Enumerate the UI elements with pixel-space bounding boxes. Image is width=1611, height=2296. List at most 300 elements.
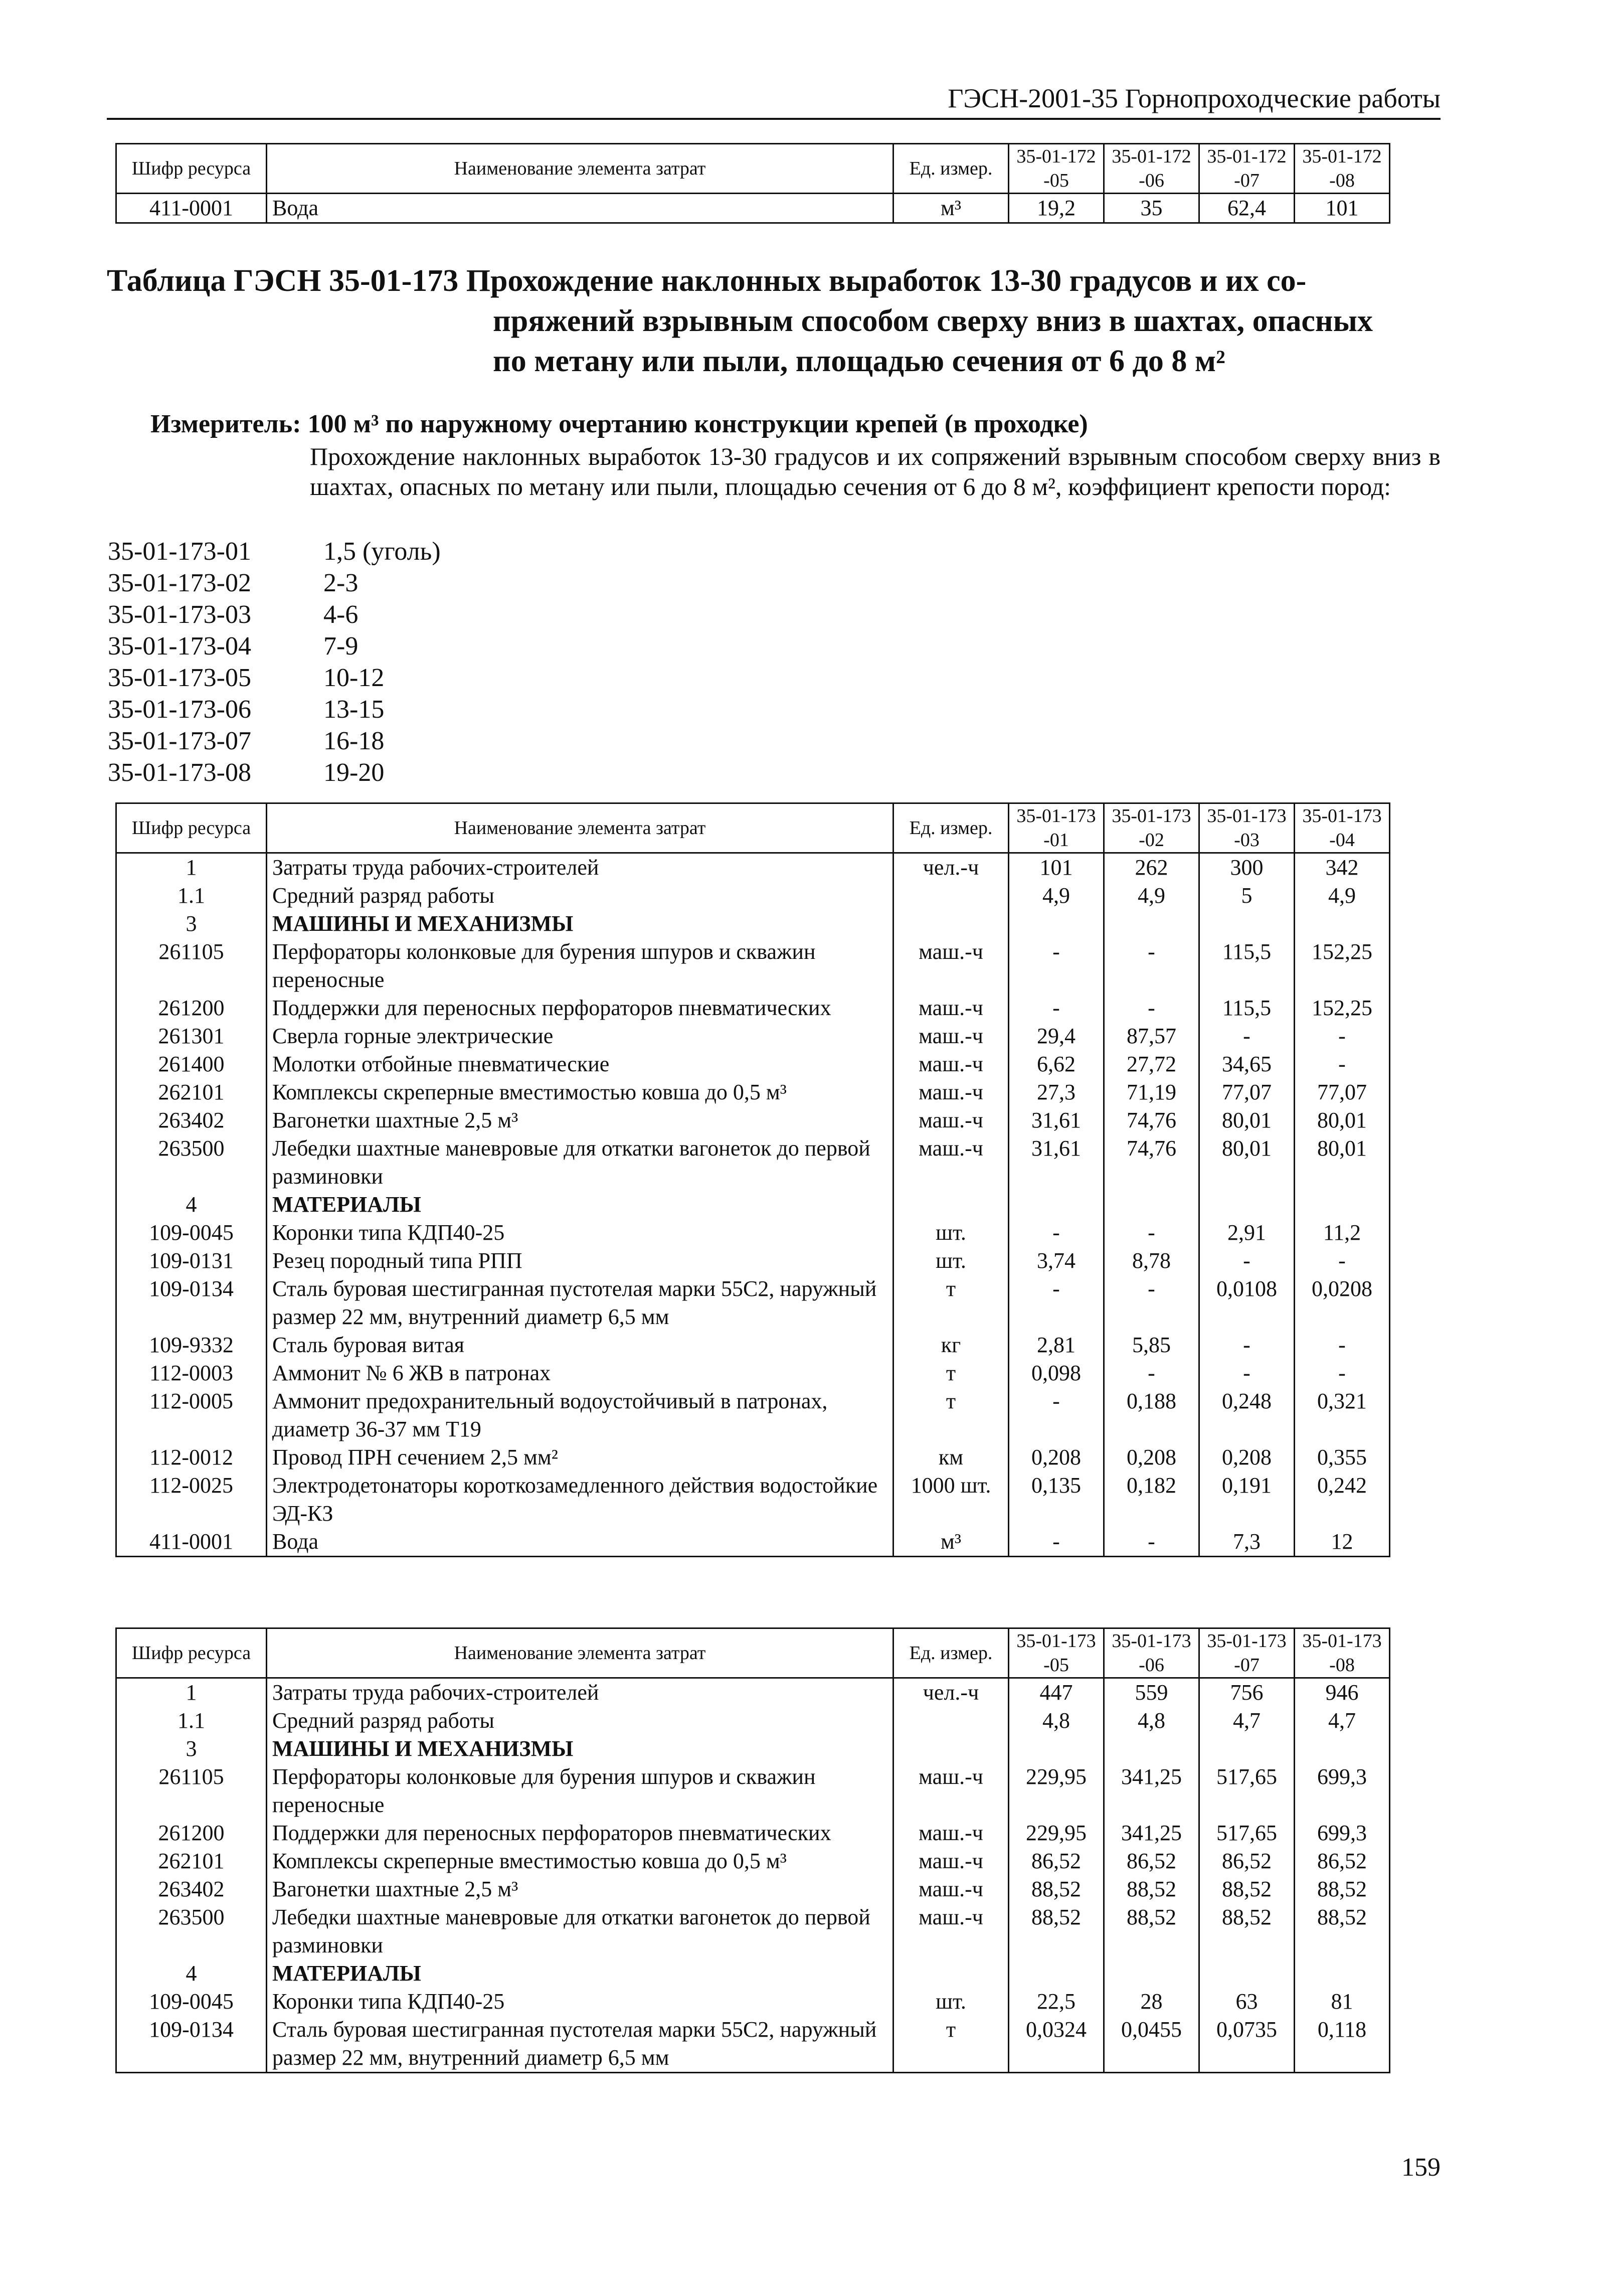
resource-code: 262101 (116, 1078, 267, 1106)
norm-value: 946 (1295, 1678, 1390, 1707)
norm-value: 29,4 (1009, 1022, 1104, 1050)
unit-of-measure: м³ (893, 194, 1009, 223)
norm-value: - (1104, 1275, 1199, 1331)
resource-code: 411-0001 (116, 1528, 267, 1557)
unit-of-measure: шт. (893, 1219, 1009, 1247)
cost-element-name: Лебедки шахтные маневровые для откатки вагонеток до первой разминовки (267, 1134, 893, 1191)
header-norm-code: 35-01-172-07 (1199, 144, 1295, 194)
resource-code: 4 (116, 1959, 267, 1988)
norm-value: 101 (1009, 853, 1104, 882)
resource-code: 1 (116, 853, 267, 882)
norm-value: 88,52 (1199, 1903, 1295, 1959)
norm-value: 517,65 (1199, 1819, 1295, 1847)
cost-element-name: Сталь буровая шестигранная пустотелая марки 55С2, наружный размер 22 мм, внутренний диаметр 6,5 мм (267, 2016, 893, 2073)
norm-value (1009, 1959, 1104, 1988)
norm-value (1199, 1191, 1295, 1219)
norm-value: 0,208 (1199, 1443, 1295, 1471)
variant-row (108, 757, 441, 788)
header-norm-code: 35-01-173-01 (1009, 803, 1104, 853)
cost-element-name: Вода (267, 194, 893, 223)
header-code: Шифр ресурса (116, 144, 267, 194)
resource-code: 1.1 (116, 1707, 267, 1735)
norm-value: - (1295, 1359, 1390, 1387)
norm-value: 756 (1199, 1678, 1295, 1707)
table-row (116, 1275, 1390, 1331)
norm-value: 4,7 (1199, 1707, 1295, 1735)
table-row (116, 1988, 1390, 2016)
norm-value: 0,118 (1295, 2016, 1390, 2073)
header-norm-code: 35-01-172-05 (1009, 144, 1104, 194)
norm-value: 5 (1199, 882, 1295, 910)
table-row (116, 938, 1390, 994)
measure-label: Измеритель: (150, 410, 301, 438)
unit-of-measure: т (893, 1387, 1009, 1443)
resource-code: 3 (116, 1735, 267, 1763)
unit-of-measure: маш.-ч (893, 1903, 1009, 1959)
measure-text: 100 м³ по наружному очертанию конструкции крепей (в проходке) (307, 410, 1088, 438)
table-row (116, 194, 1390, 223)
norm-value: 3,74 (1009, 1247, 1104, 1275)
norm-value: 88,52 (1009, 1903, 1104, 1959)
norm-value: 88,52 (1104, 1875, 1199, 1903)
variant-value: 13-15 (323, 695, 385, 724)
table-row (116, 1247, 1390, 1275)
norm-value: 27,72 (1104, 1050, 1199, 1078)
cost-element-name: МАШИНЫ И МЕХАНИЗМЫ (267, 910, 893, 938)
variant-row (108, 630, 441, 662)
table-row (116, 1528, 1390, 1557)
running-header: ГЭСН-2001-35 Горнопроходческие работы (107, 83, 1441, 120)
resource-code: 4 (116, 1191, 267, 1219)
resource-code: 263500 (116, 1903, 267, 1959)
norm-value: 2,81 (1009, 1331, 1104, 1359)
cost-element-name: Средний разряд работы (267, 1707, 893, 1735)
norm-value: 86,52 (1009, 1847, 1104, 1875)
unit-of-measure: маш.-ч (893, 1078, 1009, 1106)
norm-value: 80,01 (1295, 1106, 1390, 1134)
norm-value: 152,25 (1295, 994, 1390, 1022)
table-row (116, 1471, 1390, 1528)
norm-value (1295, 1191, 1390, 1219)
variant-code: 35-01-173-03 (108, 600, 251, 629)
table-row (116, 1959, 1390, 1988)
resource-code: 109-0045 (116, 1219, 267, 1247)
resource-code: 112-0025 (116, 1471, 267, 1528)
norm-value: 88,52 (1009, 1875, 1104, 1903)
table-header-row (116, 1628, 1390, 1678)
table-row (116, 1763, 1390, 1819)
norm-value: 229,95 (1009, 1819, 1104, 1847)
cost-element-name: Поддержки для переносных перфораторов пневматических (267, 1819, 893, 1847)
resource-code: 263500 (116, 1134, 267, 1191)
table-row (116, 1903, 1390, 1959)
norm-value: 0,191 (1199, 1471, 1295, 1528)
variant-row (108, 567, 441, 599)
norm-value: 80,01 (1199, 1106, 1295, 1134)
norm-value: 22,5 (1009, 1988, 1104, 2016)
table-row (116, 1443, 1390, 1471)
table-row (116, 1022, 1390, 1050)
norm-value: 262 (1104, 853, 1199, 882)
title-line-1: Таблица ГЭСН 35-01-173 Прохождение наклонных выработок 13-30 градусов и их со- (107, 264, 1307, 298)
unit-of-measure: т (893, 2016, 1009, 2073)
cost-element-name: Вагонетки шахтные 2,5 м³ (267, 1875, 893, 1903)
unit-of-measure: т (893, 1275, 1009, 1331)
norm-value (1199, 1959, 1295, 1988)
norm-value: - (1009, 1275, 1104, 1331)
resource-code: 263402 (116, 1106, 267, 1134)
cost-element-name: Коронки типа КДП40-25 (267, 1988, 893, 2016)
norm-value: 6,62 (1009, 1050, 1104, 1078)
norm-value: - (1104, 994, 1199, 1022)
unit-of-measure: км (893, 1443, 1009, 1471)
cost-element-name: Сверла горные электрические (267, 1022, 893, 1050)
norm-value: 88,52 (1104, 1903, 1199, 1959)
unit-of-measure: маш.-ч (893, 1134, 1009, 1191)
header-code: Шифр ресурса (116, 803, 267, 853)
norm-value: 86,52 (1295, 1847, 1390, 1875)
norm-value: 447 (1009, 1678, 1104, 1707)
header-norm-code: 35-01-173-05 (1009, 1628, 1104, 1678)
norm-value: 86,52 (1104, 1847, 1199, 1875)
resource-code: 261105 (116, 938, 267, 994)
norm-value: 152,25 (1295, 938, 1390, 994)
unit-of-measure: 1000 шт. (893, 1471, 1009, 1528)
header-unit: Ед. измер. (893, 144, 1009, 194)
norm-value: 5,85 (1104, 1331, 1199, 1359)
resource-code: 112-0005 (116, 1387, 267, 1443)
resource-code: 109-0134 (116, 1275, 267, 1331)
norm-value: - (1295, 1022, 1390, 1050)
norm-value: 4,9 (1104, 882, 1199, 910)
cost-element-name: МАШИНЫ И МЕХАНИЗМЫ (267, 1735, 893, 1763)
norm-value: 0,321 (1295, 1387, 1390, 1443)
norm-value (1104, 1959, 1199, 1988)
norm-value: 4,8 (1104, 1707, 1199, 1735)
norm-value: 229,95 (1009, 1763, 1104, 1819)
norm-value (1104, 1735, 1199, 1763)
norm-value: 300 (1199, 853, 1295, 882)
norm-value: 12 (1295, 1528, 1390, 1557)
norm-value: 0,355 (1295, 1443, 1390, 1471)
norm-value: 88,52 (1295, 1903, 1390, 1959)
header-name: Наименование элемента затрат (267, 1628, 893, 1678)
cost-element-name: Лебедки шахтные маневровые для откатки вагонеток до первой разминовки (267, 1903, 893, 1959)
variant-value: 7-9 (323, 632, 359, 661)
norm-value: 81 (1295, 1988, 1390, 2016)
resource-code: 261200 (116, 1819, 267, 1847)
unit-of-measure: маш.-ч (893, 1106, 1009, 1134)
norm-value: 0,0324 (1009, 2016, 1104, 2073)
table-row (116, 1050, 1390, 1078)
unit-of-measure: чел.-ч (893, 853, 1009, 882)
norm-value: 27,3 (1009, 1078, 1104, 1106)
norm-value: 88,52 (1295, 1875, 1390, 1903)
table-row (116, 1106, 1390, 1134)
norm-value: - (1009, 1387, 1104, 1443)
norm-value: - (1009, 938, 1104, 994)
norm-value: 77,07 (1199, 1078, 1295, 1106)
table-row (116, 2016, 1390, 2073)
cost-element-name: Затраты труда рабочих-строителей (267, 1678, 893, 1707)
cost-element-name: Комплексы скреперные вместимостью ковша до 0,5 м³ (267, 1847, 893, 1875)
variant-code: 35-01-173-07 (108, 727, 251, 755)
table-header-row (116, 803, 1390, 853)
norm-value: 0,208 (1009, 1443, 1104, 1471)
variant-value: 2-3 (323, 569, 359, 597)
variant-list (108, 536, 441, 788)
cost-element-name: Резец породный типа РПП (267, 1247, 893, 1275)
resource-code: 109-0134 (116, 2016, 267, 2073)
norm-value: - (1009, 1528, 1104, 1557)
norm-value: 80,01 (1199, 1134, 1295, 1191)
norm-value: 0,248 (1199, 1387, 1295, 1443)
norm-value: 35 (1104, 194, 1199, 223)
variant-code: 35-01-173-02 (108, 569, 251, 597)
work-description: Прохождение наклонных выработок 13-30 градусов и их сопряжений взрывным способом сверху вниз в шахтах, опасных по метану или пыли, площадью сечения от 6 до 8 м², коэффициент крепости пород: (310, 442, 1441, 501)
unit-of-measure (893, 1959, 1009, 1988)
header-norm-code: 35-01-172-08 (1295, 144, 1390, 194)
unit-of-measure (893, 1707, 1009, 1735)
table-row (116, 1875, 1390, 1903)
unit-of-measure: маш.-ч (893, 1819, 1009, 1847)
header-code: Шифр ресурса (116, 1628, 267, 1678)
norm-value (1295, 1735, 1390, 1763)
table-row (116, 1735, 1390, 1763)
resource-code: 261105 (116, 1763, 267, 1819)
cost-element-name: Аммонит № 6 ЖВ в патронах (267, 1359, 893, 1387)
table-row (116, 1819, 1390, 1847)
norm-value (1295, 910, 1390, 938)
title-line-2: пряжений взрывным способом сверху вниз в шахтах, опасных (493, 304, 1373, 338)
cost-element-name: Вода (267, 1528, 893, 1557)
table-row (116, 910, 1390, 938)
norm-value: 699,3 (1295, 1819, 1390, 1847)
variant-code: 35-01-173-08 (108, 758, 251, 787)
unit-of-measure: маш.-ч (893, 1847, 1009, 1875)
cost-element-name: Сталь буровая витая (267, 1331, 893, 1359)
norm-value: 101 (1295, 194, 1390, 223)
table-row (116, 1847, 1390, 1875)
norm-value: 77,07 (1295, 1078, 1390, 1106)
cost-element-name: Затраты труда рабочих-строителей (267, 853, 893, 882)
norm-value (1104, 910, 1199, 938)
norm-value: 86,52 (1199, 1847, 1295, 1875)
cost-table-2 (115, 1627, 1390, 2073)
header-norm-code: 35-01-173-07 (1199, 1628, 1295, 1678)
header-unit: Ед. измер. (893, 803, 1009, 853)
resource-code: 112-0003 (116, 1359, 267, 1387)
resource-code: 1 (116, 1678, 267, 1707)
norm-value: - (1199, 1331, 1295, 1359)
cost-element-name: Коронки типа КДП40-25 (267, 1219, 893, 1247)
norm-value: 0,135 (1009, 1471, 1104, 1528)
norm-value: 74,76 (1104, 1134, 1199, 1191)
table-row (116, 1219, 1390, 1247)
table-row (116, 1678, 1390, 1707)
unit-of-measure: маш.-ч (893, 1875, 1009, 1903)
header-norm-code: 35-01-173-04 (1295, 803, 1390, 853)
variant-row (108, 662, 441, 694)
unit-of-measure: маш.-ч (893, 1050, 1009, 1078)
norm-value: 71,19 (1104, 1078, 1199, 1106)
norm-value: - (1104, 1359, 1199, 1387)
title-line-3: по метану или пыли, площадью сечения от 6 до 8 м² (493, 344, 1225, 378)
unit-of-measure: кг (893, 1331, 1009, 1359)
cost-element-name: Электродетонаторы короткозамедленного действия водостойкие ЭД-КЗ (267, 1471, 893, 1528)
variant-value: 4-6 (323, 600, 359, 629)
table-row (116, 1078, 1390, 1106)
page-number: 159 (1401, 2153, 1441, 2182)
norm-value: 115,5 (1199, 938, 1295, 994)
variant-value: 19-20 (323, 758, 385, 787)
unit-of-measure (893, 882, 1009, 910)
resource-code: 109-0045 (116, 1988, 267, 2016)
variant-value: 16-18 (323, 727, 385, 755)
resource-code: 411-0001 (116, 194, 267, 223)
norm-value: 342 (1295, 853, 1390, 882)
table-row (116, 1387, 1390, 1443)
norm-value: 74,76 (1104, 1106, 1199, 1134)
norm-value: 88,52 (1199, 1875, 1295, 1903)
norm-value: - (1104, 1219, 1199, 1247)
table-row (116, 994, 1390, 1022)
norm-value: 2,91 (1199, 1219, 1295, 1247)
norm-value: 4,9 (1295, 882, 1390, 910)
variant-value: 1,5 (уголь) (323, 537, 441, 566)
unit-of-measure: чел.-ч (893, 1678, 1009, 1707)
norm-value: 0,208 (1104, 1443, 1199, 1471)
table-row (116, 1359, 1390, 1387)
variant-value: 10-12 (323, 664, 385, 692)
resource-code: 3 (116, 910, 267, 938)
norm-value (1009, 1191, 1104, 1219)
resource-code: 109-9332 (116, 1331, 267, 1359)
norm-value: 0,182 (1104, 1471, 1199, 1528)
resource-code: 109-0131 (116, 1247, 267, 1275)
norm-value: 0,188 (1104, 1387, 1199, 1443)
norm-value: 0,098 (1009, 1359, 1104, 1387)
resource-code: 261200 (116, 994, 267, 1022)
norm-value: - (1009, 1219, 1104, 1247)
unit-of-measure: маш.-ч (893, 994, 1009, 1022)
unit-of-measure: шт. (893, 1247, 1009, 1275)
norm-value: 699,3 (1295, 1763, 1390, 1819)
unit-of-measure: м³ (893, 1528, 1009, 1557)
norm-value: 517,65 (1199, 1763, 1295, 1819)
cost-element-name: Поддержки для переносных перфораторов пневматических (267, 994, 893, 1022)
measure-line (150, 409, 1444, 440)
variant-row (108, 694, 441, 725)
variant-row (108, 599, 441, 630)
table-row (116, 1707, 1390, 1735)
norm-value: 4,9 (1009, 882, 1104, 910)
norm-value (1104, 1191, 1199, 1219)
variant-code: 35-01-173-06 (108, 695, 251, 724)
norm-value: 4,7 (1295, 1707, 1390, 1735)
resource-code: 263402 (116, 1875, 267, 1903)
norm-value (1009, 910, 1104, 938)
unit-of-measure (893, 1735, 1009, 1763)
unit-of-measure: маш.-ч (893, 1763, 1009, 1819)
norm-value: 341,25 (1104, 1763, 1199, 1819)
norm-value: 115,5 (1199, 994, 1295, 1022)
norm-value: 63 (1199, 1988, 1295, 2016)
header-norm-code: 35-01-173-08 (1295, 1628, 1390, 1678)
header-unit: Ед. измер. (893, 1628, 1009, 1678)
table-row (116, 1134, 1390, 1191)
norm-value: - (1104, 938, 1199, 994)
norm-value: - (1295, 1331, 1390, 1359)
norm-value (1009, 1735, 1104, 1763)
resource-code: 261301 (116, 1022, 267, 1050)
norm-value: - (1104, 1528, 1199, 1557)
norm-value: - (1199, 1022, 1295, 1050)
norm-value: 4,8 (1009, 1707, 1104, 1735)
header-norm-code: 35-01-173-03 (1199, 803, 1295, 853)
cost-element-name: Перфораторы колонковые для бурения шпуров и скважин переносные (267, 1763, 893, 1819)
norm-value: - (1295, 1247, 1390, 1275)
resource-code: 261400 (116, 1050, 267, 1078)
norm-value: 7,3 (1199, 1528, 1295, 1557)
header-name: Наименование элемента затрат (267, 803, 893, 853)
norm-value: 0,0735 (1199, 2016, 1295, 2073)
table-row (116, 853, 1390, 882)
cost-element-name: МАТЕРИАЛЫ (267, 1191, 893, 1219)
norm-value (1295, 1959, 1390, 1988)
resource-code: 112-0012 (116, 1443, 267, 1471)
norm-value: 0,0455 (1104, 2016, 1199, 2073)
table-title (107, 261, 1441, 381)
norm-value: 31,61 (1009, 1134, 1104, 1191)
norm-value: - (1199, 1359, 1295, 1387)
cost-element-name: МАТЕРИАЛЫ (267, 1959, 893, 1988)
unit-of-measure: т (893, 1359, 1009, 1387)
variant-code: 35-01-173-05 (108, 664, 251, 692)
unit-of-measure (893, 910, 1009, 938)
unit-of-measure (893, 1191, 1009, 1219)
norm-value: 11,2 (1295, 1219, 1390, 1247)
variant-row (108, 725, 441, 757)
cost-table-1 (115, 802, 1390, 1557)
header-norm-code: 35-01-173-06 (1104, 1628, 1199, 1678)
norm-value: 19,2 (1009, 194, 1104, 223)
cost-element-name: Средний разряд работы (267, 882, 893, 910)
norm-value: 34,65 (1199, 1050, 1295, 1078)
header-norm-code: 35-01-173-02 (1104, 803, 1199, 853)
table-header-row (116, 144, 1390, 194)
norm-value: 28 (1104, 1988, 1199, 2016)
norm-value: 62,4 (1199, 194, 1295, 223)
norm-value: 80,01 (1295, 1134, 1390, 1191)
norm-value: 0,0208 (1295, 1275, 1390, 1331)
norm-value: 0,0108 (1199, 1275, 1295, 1331)
cost-element-name: Молотки отбойные пневматические (267, 1050, 893, 1078)
norm-value: - (1199, 1247, 1295, 1275)
norm-value: 8,78 (1104, 1247, 1199, 1275)
table-row (116, 1191, 1390, 1219)
cost-element-name: Аммонит предохранительный водоустойчивый в патронах, диаметр 36-37 мм Т19 (267, 1387, 893, 1443)
table-row (116, 882, 1390, 910)
unit-of-measure: маш.-ч (893, 938, 1009, 994)
cost-element-name: Вагонетки шахтные 2,5 м³ (267, 1106, 893, 1134)
norm-value: - (1295, 1050, 1390, 1078)
header-norm-code: 35-01-172-06 (1104, 144, 1199, 194)
norm-value: 341,25 (1104, 1819, 1199, 1847)
cost-element-name: Сталь буровая шестигранная пустотелая марки 55С2, наружный размер 22 мм, внутренний диаметр 6,5 мм (267, 1275, 893, 1331)
unit-of-measure: маш.-ч (893, 1022, 1009, 1050)
variant-code: 35-01-173-01 (108, 537, 251, 566)
